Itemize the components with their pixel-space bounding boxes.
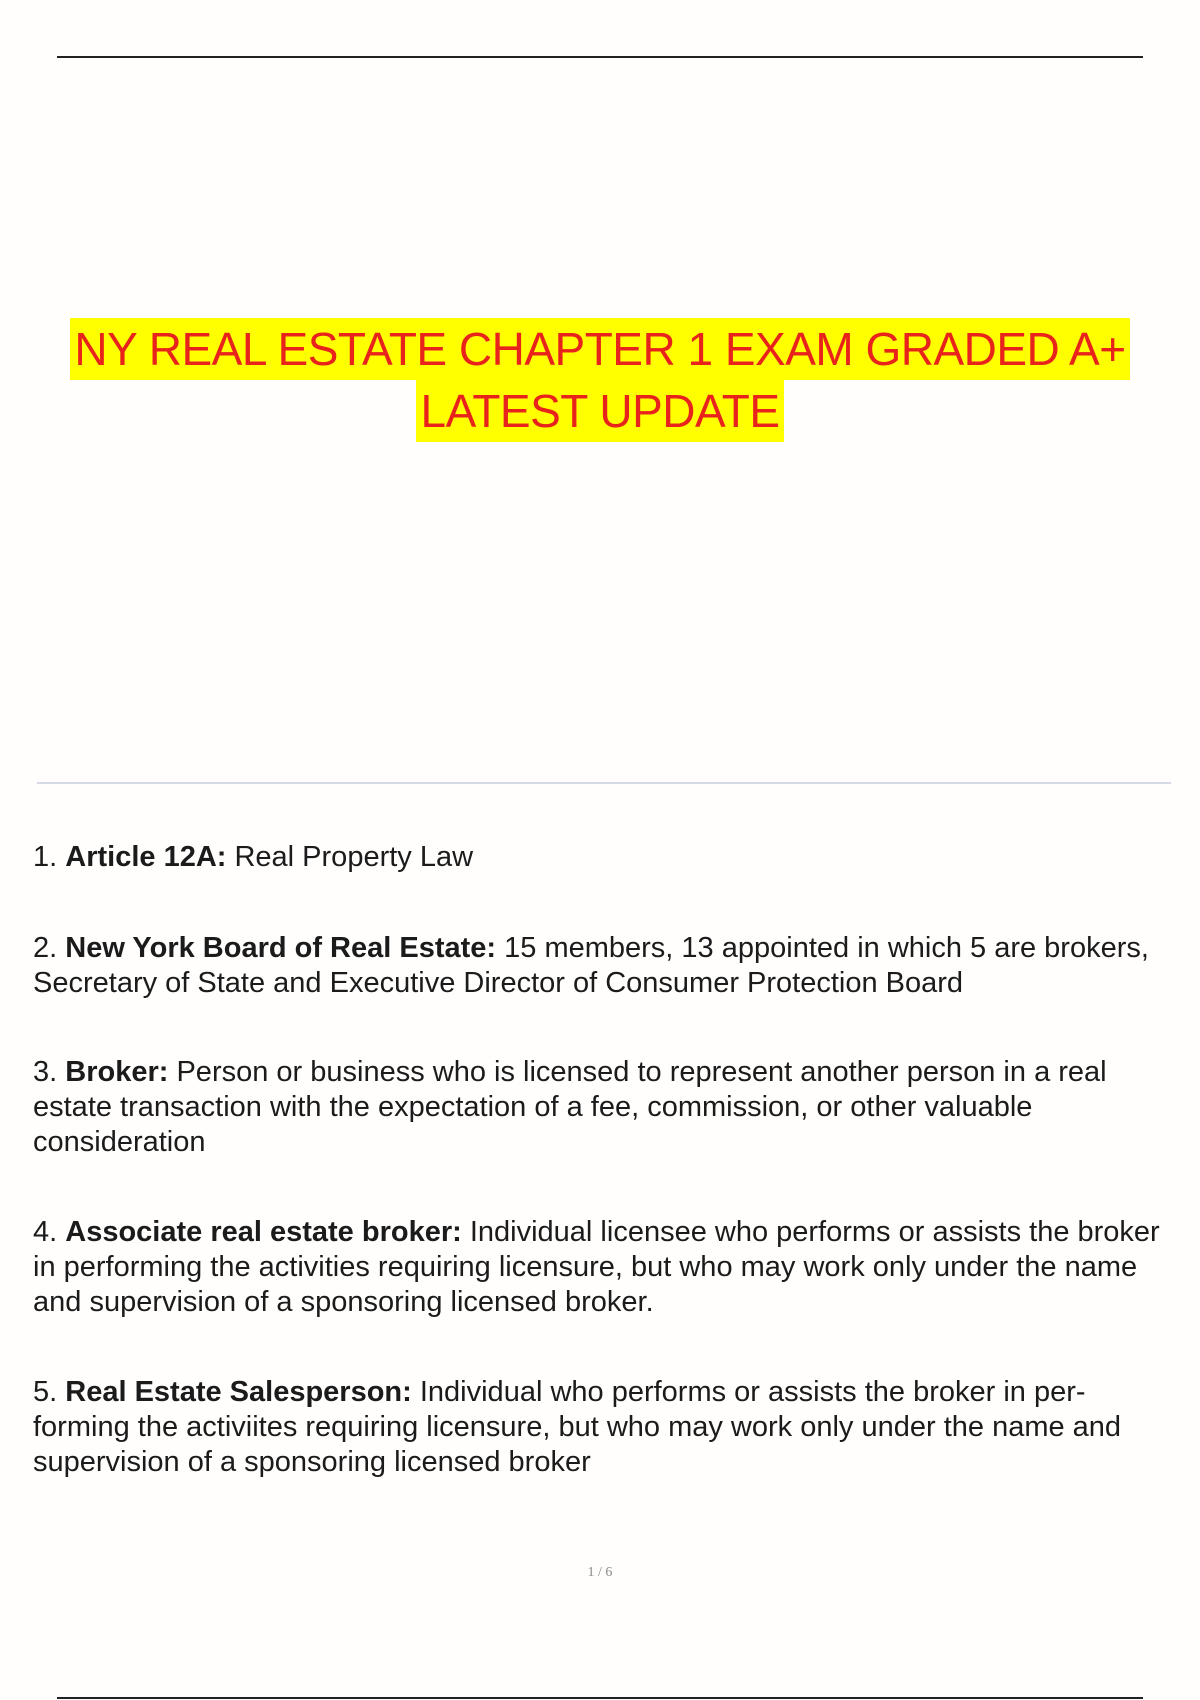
item-definition: Real Property Law: [234, 841, 474, 873]
item-number: 5.: [33, 1376, 58, 1408]
item-number: 2.: [33, 932, 58, 964]
item-term: Article 12A:: [65, 841, 227, 873]
item-number: 4.: [33, 1216, 58, 1248]
item-number: 3.: [33, 1056, 58, 1088]
section-separator: [37, 782, 1171, 784]
list-item: [33, 1375, 1173, 1480]
item-definition: Individual who performs or assists the broker in per- forming the activiites requiring licensure, but who may work only under the name and supervision of a sponsoring licensed broker: [33, 1376, 1122, 1478]
document-title: [0, 318, 1200, 442]
top-rule: [57, 56, 1143, 58]
list-item: [33, 840, 1173, 875]
item-number: 1.: [33, 841, 58, 873]
title-line-2: LATEST UPDATE: [416, 380, 783, 442]
list-item: [33, 1215, 1173, 1320]
item-term: Broker:: [65, 1056, 169, 1088]
list-item: [33, 931, 1173, 1001]
item-term: Associate real estate broker:: [65, 1216, 462, 1248]
bottom-rule: [57, 1697, 1143, 1699]
item-term: Real Estate Salesperson:: [65, 1376, 412, 1408]
title-line-1: NY REAL ESTATE CHAPTER 1 EXAM GRADED A+: [70, 318, 1129, 380]
page-number: 1 / 6: [587, 1565, 613, 1580]
item-definition: Person or business who is licensed to represent another person in a real estate transaction with the expectation of a fee, commission, or other valuable consideration: [33, 1056, 1107, 1158]
item-definition: 15 members, 13 appointed in which 5 are brokers, Secretary of State and Executive Director of Consumer Protection Board: [33, 932, 1149, 999]
item-term: New York Board of Real Estate:: [65, 932, 497, 964]
item-definition: Individual licensee who performs or assists the broker in performing the activities requiring licensure, but who may work only under the name and supervision of a sponsoring licensed broker.: [33, 1216, 1160, 1318]
list-item: [33, 1055, 1173, 1160]
